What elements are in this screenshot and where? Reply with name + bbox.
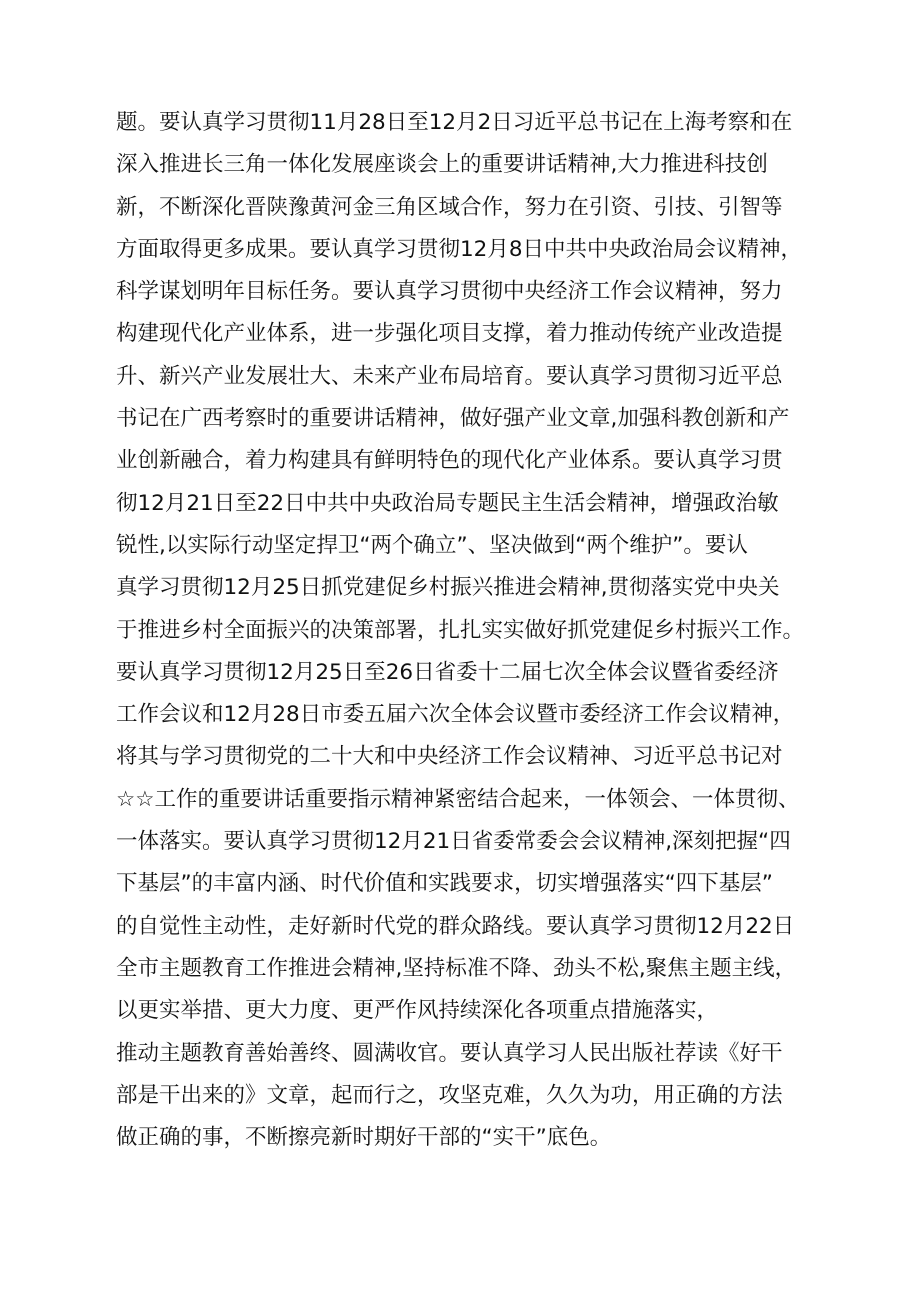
text-line: 要认真学习贯彻12月25日至26日省委十二届七次全体会议暨省委经济	[116, 659, 779, 685]
text-line: 将其与学习贯彻党的二十大和中央经济工作会议精神、习近平总书记对	[116, 744, 783, 770]
body-paragraph	[116, 102, 858, 1159]
text-line: 科学谋划明年目标任务。要认真学习贯彻中央经济工作会议精神，努力	[116, 279, 783, 305]
text-line: 真学习贯彻12月25日抓党建促乡村振兴推进会精神,贯彻落实党中央关	[116, 575, 780, 601]
text-line: 题。要认真学习贯彻11月28日至12月2日习近平总书记在上海考察和在	[116, 110, 793, 135]
text-line: 方面取得更多成果。要认真学习贯彻12月8日中共中央政治局会议精神，	[116, 236, 803, 262]
text-line: 的自觉性主动性，走好新时代党的群众路线。要认真学习贯彻12月22日	[116, 913, 795, 939]
text-line: 部是干出来的》文章，起而行之，攻坚克难，久久为功，用正确的方法	[116, 1082, 783, 1108]
text-line: 全市主题教育工作推进会精神,坚持标准不降、劲头不松,聚焦主题主线，	[116, 955, 797, 981]
text-line: 做正确的事，不断擦亮新时期好干部的“实干”底色。	[116, 1125, 612, 1151]
text-line: 于推进乡村全面振兴的决策部署，扎扎实实做好抓党建促乡村振兴工作。	[116, 617, 805, 643]
text-line: 升、新兴产业发展壮大、未来产业布局培育。要认真学习贯彻习近平总	[116, 363, 783, 389]
text-line: 推动主题教育善始善终、圆满收官。要认真学习人民出版社荐读《好干	[116, 1040, 783, 1066]
text-line: 深入推进长三角一体化发展座谈会上的重要讲话精神,大力推进科技创	[116, 152, 768, 178]
text-line: 下基层”的丰富内涵、时代价值和实践要求，切实增强落实“四下基层”	[116, 871, 773, 897]
text-line: 新，不断深化晋陕豫黄河金三角区域合作，努力在引资、引技、引智等	[116, 194, 783, 220]
text-line: 工作会议和12月28日市委五届六次全体会议暨市委经济工作会议精神，	[116, 702, 795, 728]
text-line: ☆☆工作的重要讲话重要指示精神紧密结合起来，一体领会、一体贯彻、	[116, 786, 800, 812]
text-line: 彻12月21日至22日中共中央政治局专题民主生活会精神，增强政治敏	[116, 490, 779, 516]
text-line: 锐性,以实际行动坚定捍卫“两个确立”、坚决做到“两个维护”。要认	[116, 532, 748, 558]
text-line: 以更实举措、更大力度、更严作风持续深化各项重点措施落实，	[116, 998, 719, 1024]
text-line: 书记在广西考察时的重要讲话精神，做好强产业文章,加强科教创新和产	[116, 406, 790, 432]
text-line: 业创新融合，着力构建具有鲜明特色的现代化产业体系。要认真学习贯	[116, 448, 783, 474]
text-line: 一体落实。要认真学习贯彻12月21日省委常委会会议精神,深刻把握“四	[116, 829, 791, 855]
text-line: 构建现代化产业体系，进一步强化项目支撑，着力推动传统产业改造提	[116, 321, 783, 347]
